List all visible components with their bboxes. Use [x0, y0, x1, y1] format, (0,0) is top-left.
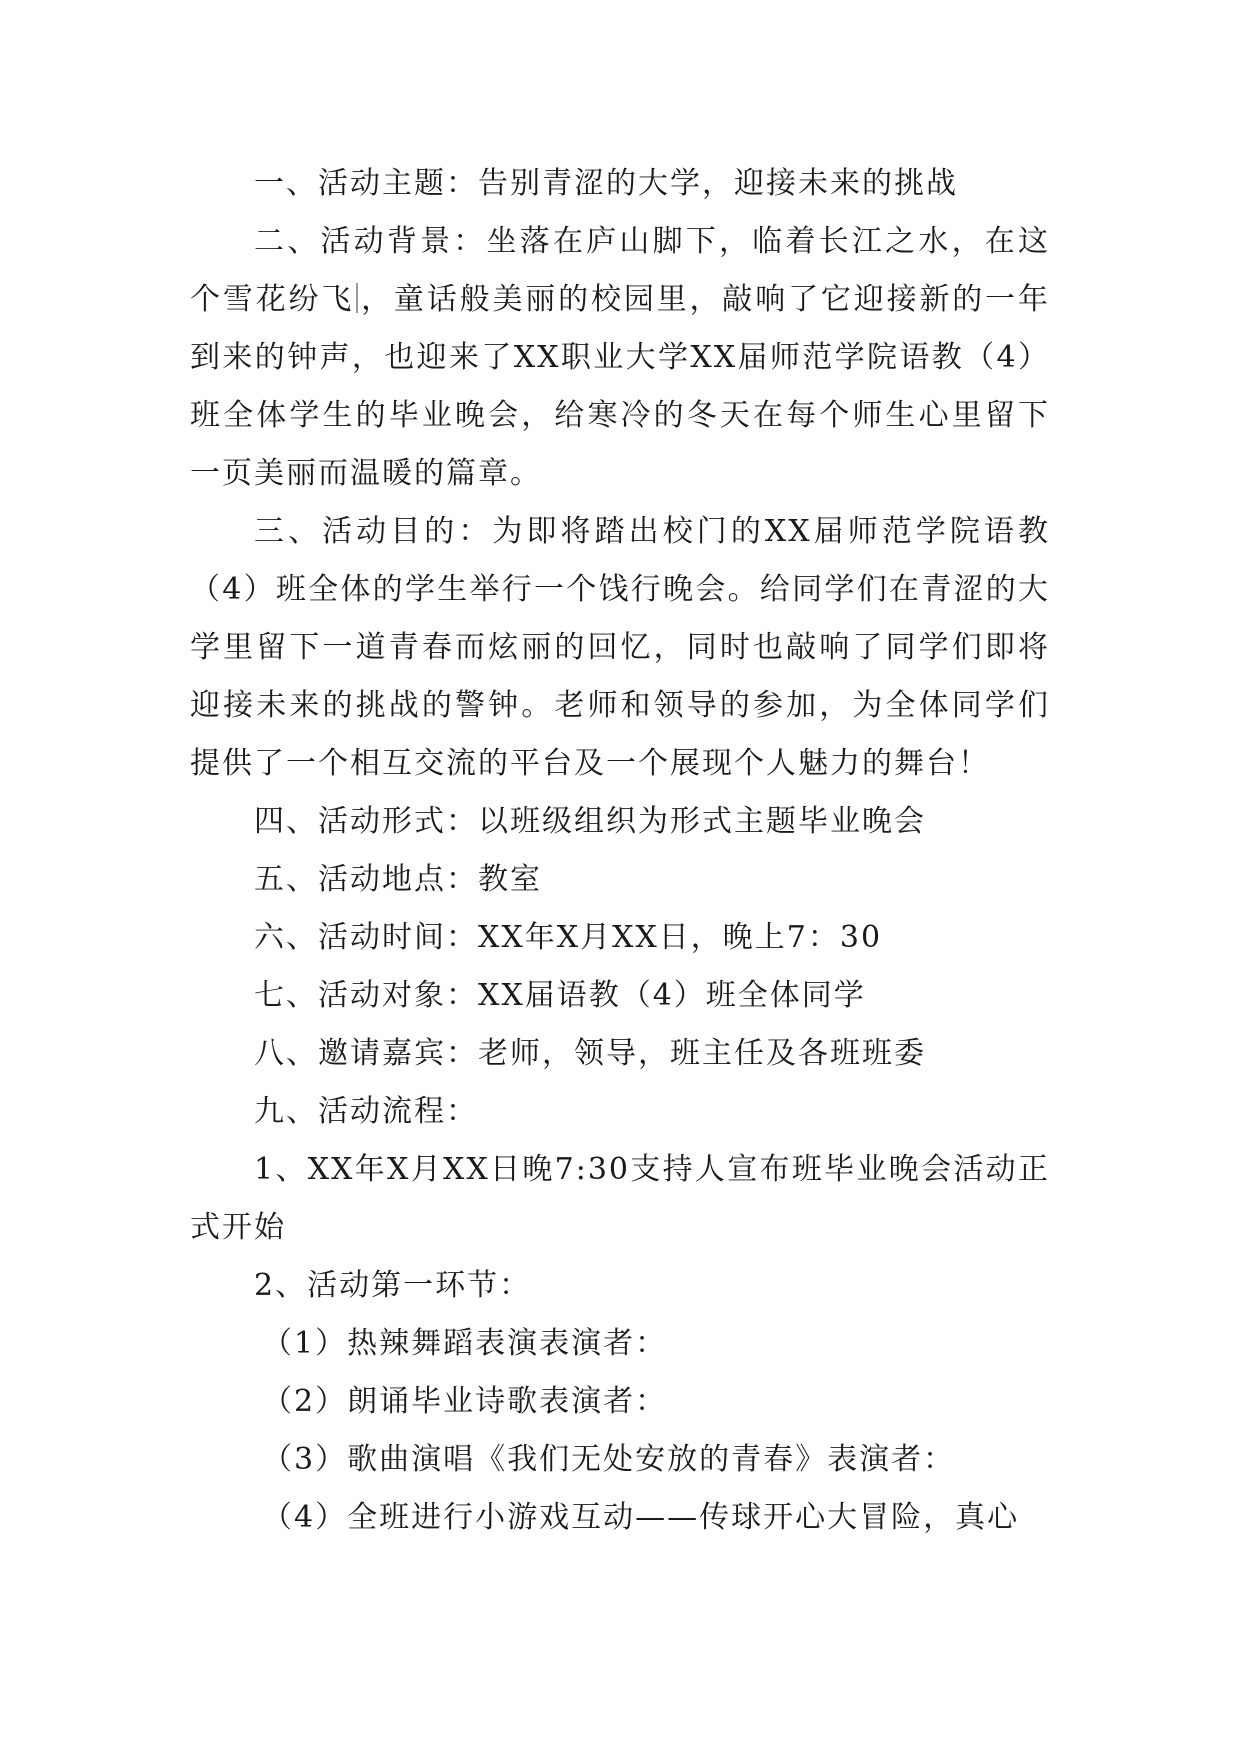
paragraph-background — [190, 213, 1050, 503]
paragraph-item-4: （4）全班进行小游戏互动——传球开心大冒险，真心 — [262, 1500, 1020, 1535]
paragraph-purpose: 三、活动目的：为即将踏出校门的XX届师范学院语教（4）班全体的学生举行一个饯行晚会。给同学们在青涩的大学里留下一道青春而炫丽的回忆，同时也敲响了同学们即将迎接未来的挑战的警钟。老师和领导的参加，为全体同学们提供了一个相互交流的平台及一个展现个人魅力的舞台！ — [190, 514, 1050, 781]
paragraph-step-1: 1、XX年X月XX日晚7:30支持人宣布班毕业晚会活动正式开始 — [190, 1152, 1050, 1245]
paragraph-process: 九、活动流程： — [254, 1094, 478, 1129]
paragraph-step-2: 2、活动第一环节： — [254, 1268, 532, 1303]
paragraph-guests: 八、邀请嘉宾：老师，领导，班主任及各班班委 — [254, 1036, 926, 1071]
paragraph-audience: 七、活动对象：XX届语教（4）班全体同学 — [254, 978, 866, 1013]
paragraph-item-1: （1）热辣舞蹈表演表演者： — [262, 1326, 668, 1361]
paragraph-background-part1: 二、活动背景：坐落在庐山脚下，临着长江之水，在这个雪花纷飞 — [190, 224, 1050, 317]
paragraph-item-2: （2）朗诵毕业诗歌表演者： — [262, 1384, 668, 1419]
paragraph-location: 五、活动地点：教室 — [254, 862, 542, 897]
document-body — [190, 155, 1050, 1547]
paragraph-background-part2: ，童话般美丽的校园里，敲响了它迎接新的一年到来的钟声，也迎来了XX职业大学XX届师范学院语教（4）班全体学生的毕业晚会，给寒冷的冬天在每个师生心里留下一页美丽而温暖的篇章。 — [190, 282, 1051, 491]
paragraph-time: 六、活动时间：XX年X月XX日，晚上7：30 — [254, 920, 883, 955]
paragraph-format: 四、活动形式：以班级组织为形式主题毕业晚会 — [254, 804, 926, 839]
text-cursor — [356, 283, 358, 313]
paragraph-theme: 一、活动主题：告别青涩的大学，迎接未来的挑战 — [254, 166, 958, 201]
paragraph-item-3: （3）歌曲演唱《我们无处安放的青春》表演者： — [262, 1442, 956, 1477]
